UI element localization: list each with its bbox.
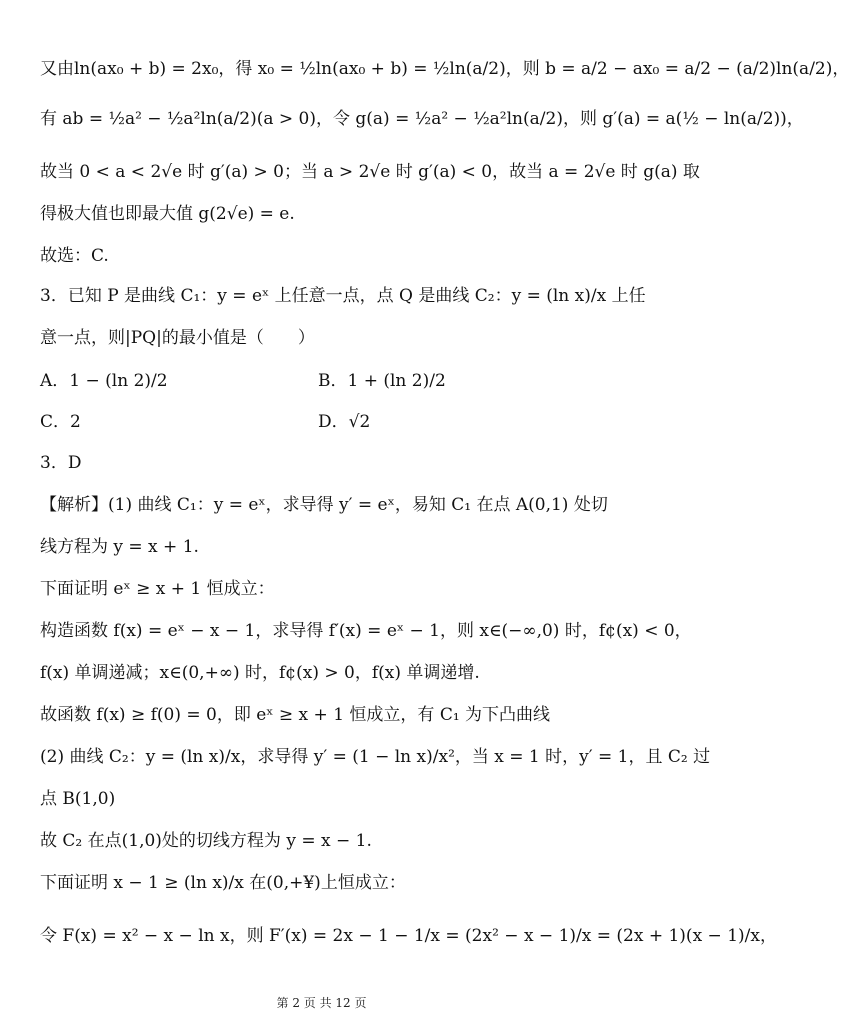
answer-3: 3．D: [40, 453, 82, 473]
solution-line-4: 构造函数 f(x) = eˣ − x − 1，求导得 f′(x) = eˣ − 1，则 x∈(−∞,0) 时，f¢(x) < 0，: [40, 621, 692, 641]
solution-line-11: 令 F(x) = x² − x − ln x，则 F′(x) = 2x − 1 − 1/x = (2x² − x − 1)/x = (2x + 1)(x − 1)/x，: [40, 926, 777, 946]
solution-line-2: 线方程为 y = x + 1.: [40, 537, 199, 557]
page-footer: 第 2 页 共 12 页: [276, 996, 367, 1010]
solution-line-3: 下面证明 eˣ ≥ x + 1 恒成立：: [40, 579, 275, 599]
option-c: C．2: [40, 412, 81, 432]
text-line-1: 又由ln(ax₀ + b) = 2x₀，得 x₀ = ½ln(ax₀ + b) = ½ln(a/2)，则 b = a/2 − ax₀ = a/2 − (a/2)ln(a/2)，: [40, 59, 849, 79]
solution-line-10: 下面证明 x − 1 ≥ (ln x)/x 在(0,+¥)上恒成立：: [40, 873, 406, 893]
solution-line-9: 故 C₂ 在点(1,0)处的切线方程为 y = x − 1.: [40, 831, 372, 851]
solution-line-7: (2) 曲线 C₂：y = (ln x)/x，求导得 y′ = (1 − ln x)/x²，当 x = 1 时，y′ = 1，且 C₂ 过: [40, 747, 711, 767]
option-a: A．1 − (ln 2)/2: [40, 371, 168, 391]
solution-line-8: 点 B(1,0): [40, 789, 116, 809]
solution-line-6: 故函数 f(x) ≥ f(0) = 0，即 eˣ ≥ x + 1 恒成立，有 C₁ 为下凸曲线: [40, 705, 551, 725]
question-3-stem-2: 意一点，则|PQ|的最小值是（ ）: [40, 328, 315, 348]
solution-line-1: 【解析】(1) 曲线 C₁：y = eˣ，求导得 y′ = eˣ，易知 C₁ 在点 A(0,1) 处切: [40, 495, 608, 515]
question-3-stem-1: 3．已知 P 是曲线 C₁：y = eˣ 上任意一点，点 Q 是曲线 C₂：y = (ln x)/x 上任: [40, 286, 646, 306]
option-b: B．1 + (ln 2)/2: [318, 371, 446, 391]
text-line-4: 得极大值也即最大值 g(2√e) = e.: [40, 204, 295, 224]
solution-line-5: f(x) 单调递减；x∈(0,+∞) 时，f¢(x) > 0，f(x) 单调递增.: [40, 663, 480, 683]
text-line-2: 有 ab = ½a² − ½a²ln(a/2)(a > 0)，令 g(a) = ½a² − ½a²ln(a/2)，则 g′(a) = a(½ − ln(a/2))，: [40, 109, 804, 129]
option-d: D．√2: [318, 412, 371, 432]
text-line-5: 故选：C.: [40, 246, 109, 266]
text-line-3: 故当 0 < a < 2√e 时 g′(a) > 0；当 a > 2√e 时 g′(a) < 0，故当 a = 2√e 时 g(a) 取: [40, 162, 700, 182]
